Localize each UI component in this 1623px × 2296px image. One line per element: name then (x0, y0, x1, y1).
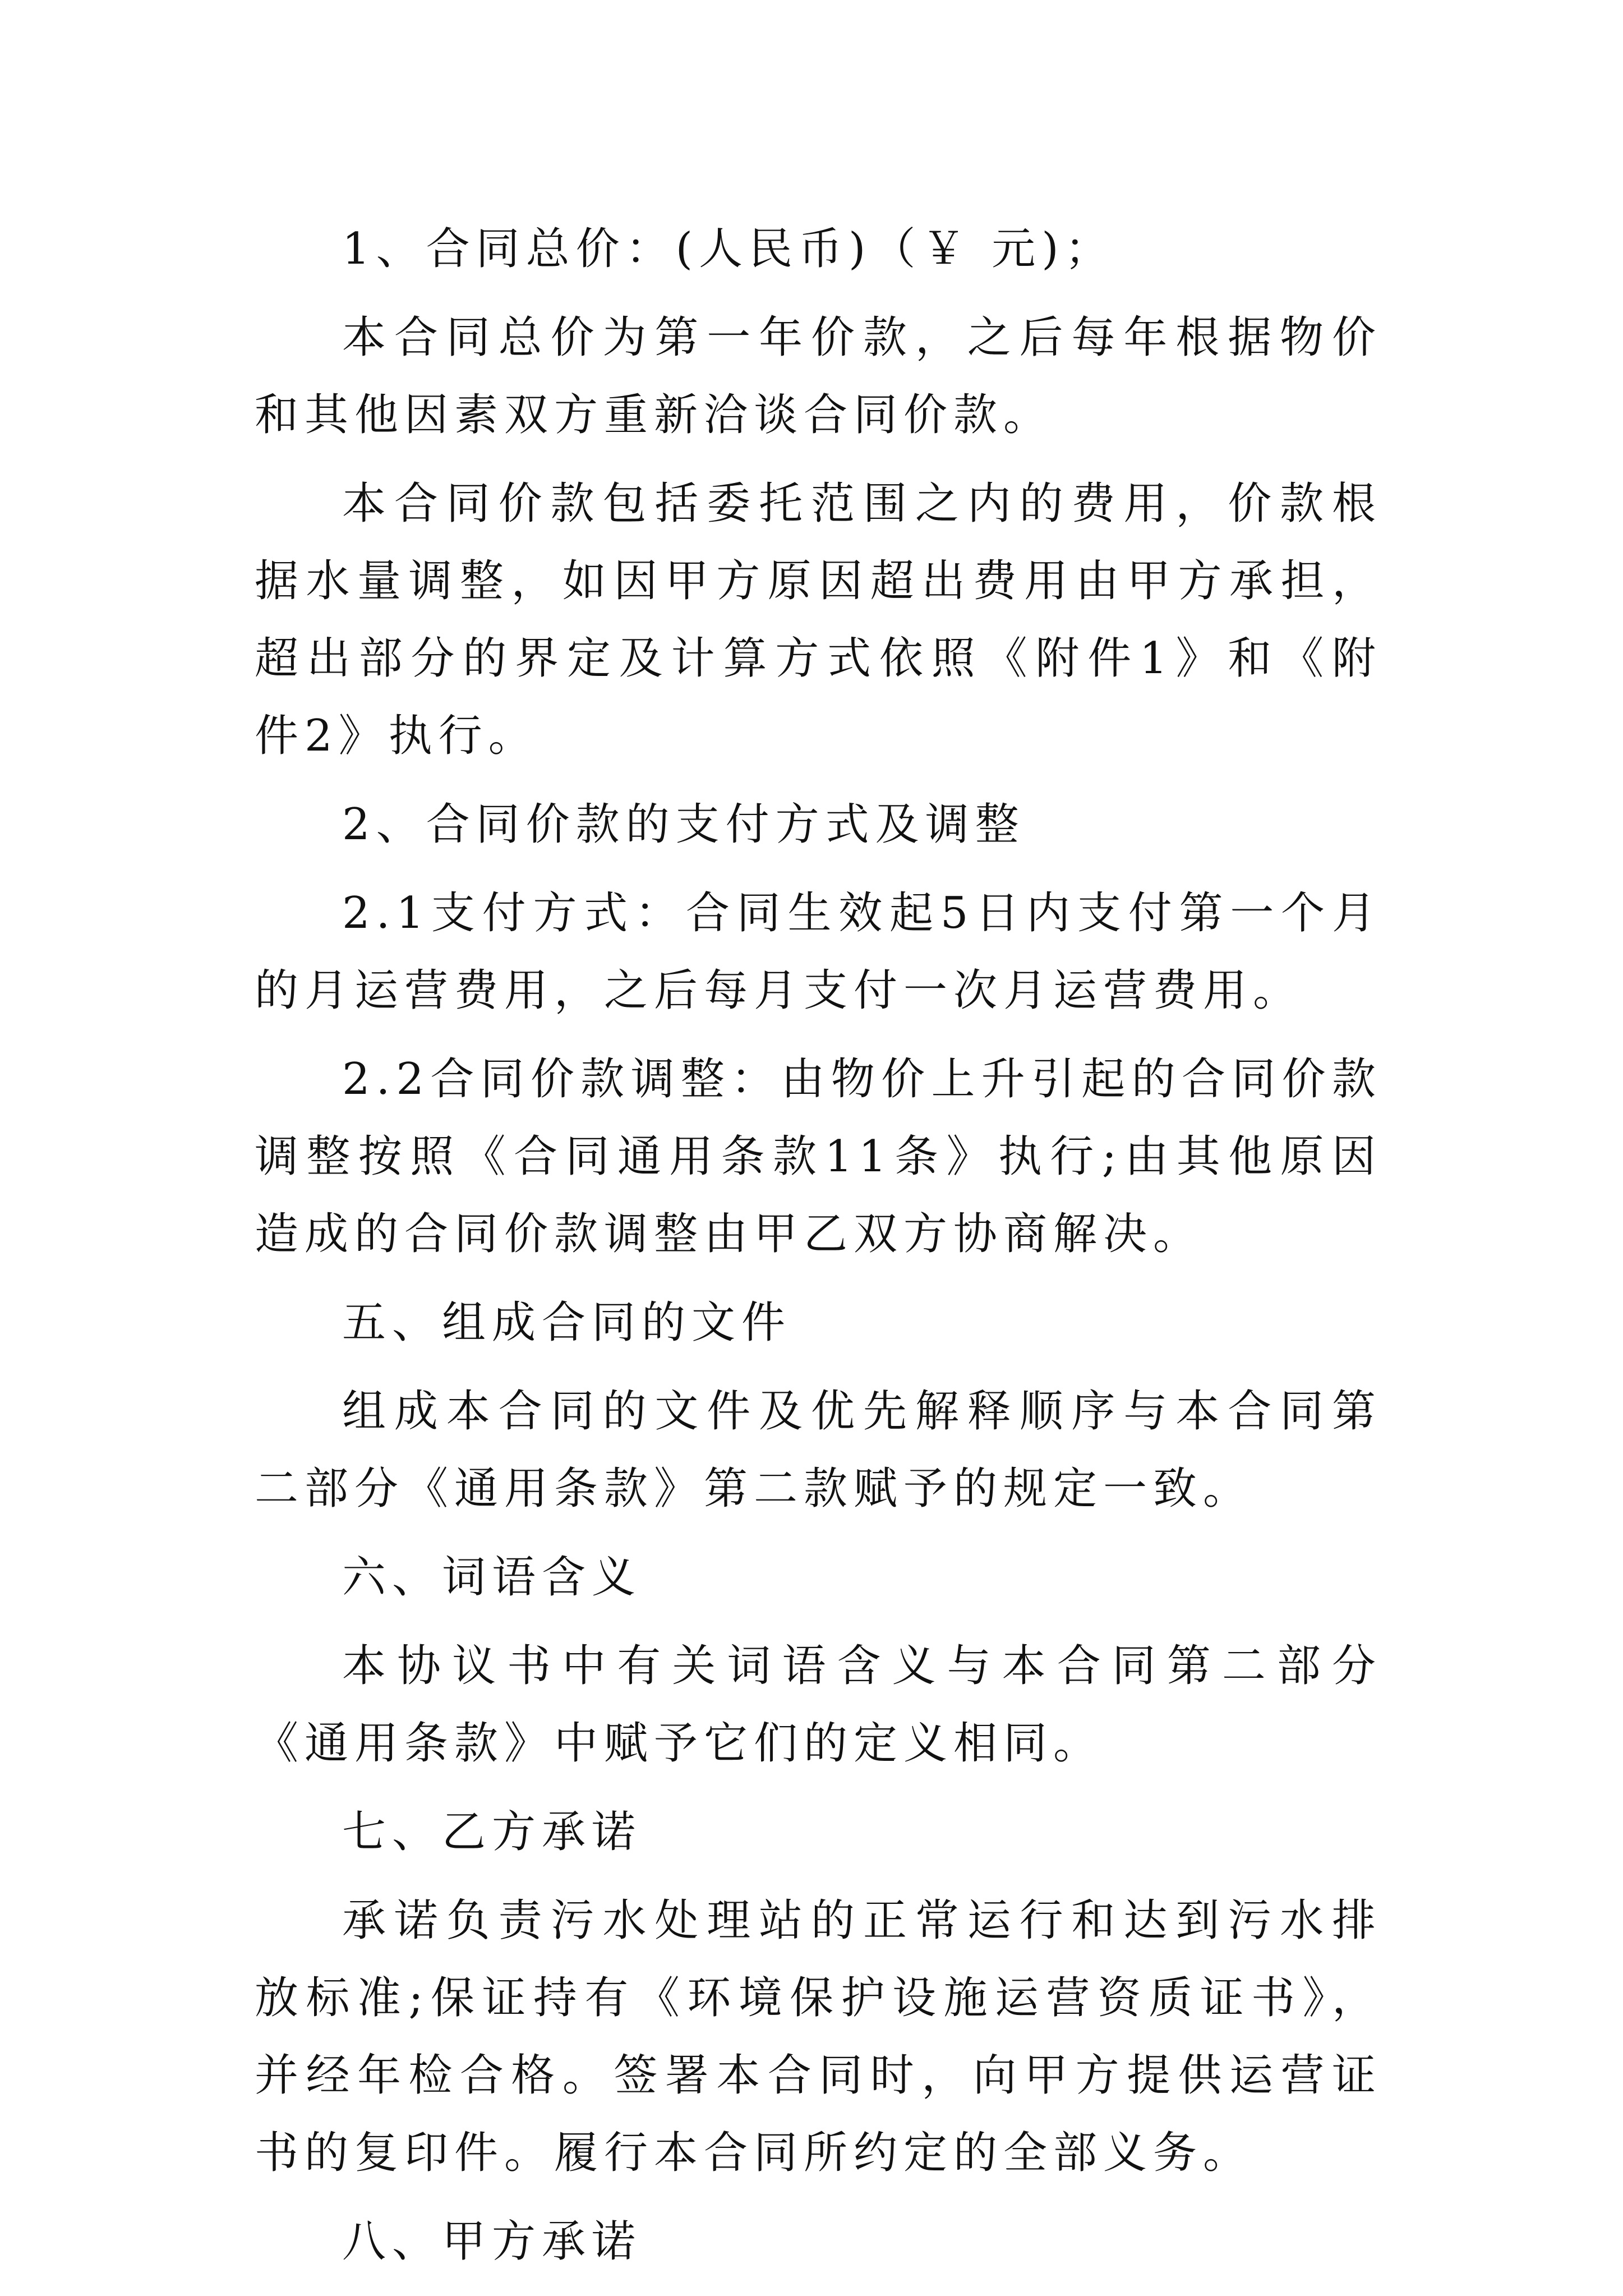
payment-method-clause: 2.1支付方式：合同生效起5日内支付第一个月的月运营费用，之后每月支付一次月运营费用。 (255, 888, 1382, 1016)
price-scope-clause: 本合同价款包括委托范围之内的费用，价款根据水量调整，如因甲方原因超出费用由甲方承担，超出部分的界定及计算方式依照《附件1》和《附件2》执行。 (255, 478, 1382, 761)
price-adjustment-clause: 2.2合同价款调整：由物价上升引起的合同价款调整按照《合同通用条款11条》执行;由其他原因造成的合同价款调整由甲乙双方协商解决。 (255, 1054, 1382, 1259)
contract-total-price: 1、合同总价：(人民币)（￥ 元)； (342, 224, 1115, 274)
section-heading-contract-documents: 五、组成合同的文件 (342, 1297, 792, 1348)
section-heading-definitions: 六、词语含义 (342, 1552, 642, 1603)
contract-documents-clause: 组成本合同的文件及优先解释顺序与本合同第二部分《通用条款》第二款赋予的规定一致。 (255, 1386, 1382, 1514)
section-heading-party-a-commitments: 八、甲方承诺 (342, 2216, 642, 2267)
payment-heading: 2、合同价款的支付方式及调整 (342, 799, 1025, 850)
document-body (255, 210, 1382, 2280)
first-year-price-clause: 本合同总价为第一年价款，之后每年根据物价和其他因素双方重新洽谈合同价款。 (255, 312, 1382, 440)
party-b-commitments-clause: 承诺负责污水处理站的正常运行和达到污水排放标准;保证持有《环境保护设施运营资质证书》，并经年检合格。签署本合同时，向甲方提供运营证书的复印件。履行本合同所约定的全部义务。 (255, 1895, 1382, 2178)
section-heading-party-b-commitments: 七、乙方承诺 (342, 1807, 642, 1857)
definitions-clause: 本协议书中有关词语含义与本合同第二部分《通用条款》中赋予它们的定义相同。 (255, 1641, 1382, 1769)
